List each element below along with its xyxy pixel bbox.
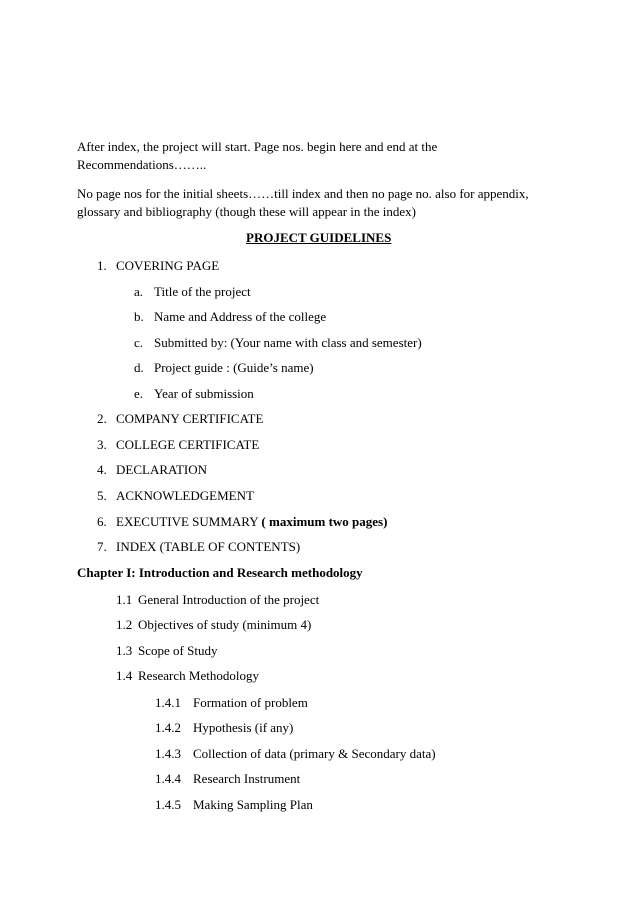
sub-item-letter: e. bbox=[134, 386, 144, 401]
intro-paragraph-2-line-1: No page nos for the initial sheets……till index and then no page no. also for appendix, bbox=[77, 186, 529, 201]
list-item-index: INDEX (TABLE OF CONTENTS) bbox=[116, 539, 301, 554]
list-item-number: 2. bbox=[97, 411, 107, 426]
sub-item-submitted-by: Submitted by: (Your name with class and semester) bbox=[154, 335, 422, 350]
section-objectives: Objectives of study (minimum 4) bbox=[138, 617, 312, 632]
executive-summary-note: ( maximum two pages) bbox=[261, 514, 388, 529]
list-item-covering-page: COVERING PAGE bbox=[116, 258, 220, 273]
list-item-number: 3. bbox=[97, 437, 107, 452]
list-item-number: 4. bbox=[97, 462, 107, 477]
sub-item-college: Name and Address of the college bbox=[154, 309, 327, 324]
subsection-formation-of-problem: Formation of problem bbox=[193, 695, 308, 710]
sub-item-letter: d. bbox=[134, 360, 144, 375]
section-number: 1.3 bbox=[116, 643, 133, 658]
subsection-number: 1.4.3 bbox=[155, 746, 181, 761]
subsection-number: 1.4.5 bbox=[155, 797, 181, 812]
sub-item-year: Year of submission bbox=[154, 386, 254, 401]
section-scope: Scope of Study bbox=[138, 643, 218, 658]
sub-item-letter: b. bbox=[134, 309, 144, 324]
subsection-number: 1.4.4 bbox=[155, 771, 181, 786]
sub-item-letter: a. bbox=[134, 284, 144, 299]
list-item-executive-summary bbox=[116, 513, 387, 530]
subsection-hypothesis: Hypothesis (if any) bbox=[193, 720, 294, 735]
chapter-heading: Chapter I: Introduction and Research methodology bbox=[77, 565, 363, 580]
list-item-acknowledgement: ACKNOWLEDGEMENT bbox=[116, 488, 254, 503]
list-item-college-certificate: COLLEGE CERTIFICATE bbox=[116, 437, 260, 452]
list-item-declaration: DECLARATION bbox=[116, 462, 207, 477]
subsection-number: 1.4.1 bbox=[155, 695, 181, 710]
intro-paragraph-1-line-1: After index, the project will start. Page nos. begin here and end at the bbox=[77, 139, 438, 154]
subsection-research-instrument: Research Instrument bbox=[193, 771, 301, 786]
section-general-introduction: General Introduction of the project bbox=[138, 592, 320, 607]
list-item-number: 5. bbox=[97, 488, 107, 503]
list-item-company-certificate: COMPANY CERTIFICATE bbox=[116, 411, 264, 426]
page-title: PROJECT GUIDELINES bbox=[246, 230, 392, 245]
sub-item-letter: c. bbox=[134, 335, 144, 350]
list-item-number: 6. bbox=[97, 514, 107, 529]
subsection-collection-of-data: Collection of data (primary & Secondary data) bbox=[193, 746, 436, 761]
sub-item-guide: Project guide : (Guide’s name) bbox=[154, 360, 314, 375]
section-number: 1.4 bbox=[116, 668, 133, 683]
subsection-number: 1.4.2 bbox=[155, 720, 181, 735]
section-number: 1.2 bbox=[116, 617, 133, 632]
section-research-methodology: Research Methodology bbox=[138, 668, 259, 683]
executive-summary-label: EXECUTIVE SUMMARY bbox=[116, 514, 262, 529]
subsection-sampling-plan: Making Sampling Plan bbox=[193, 797, 313, 812]
section-number: 1.1 bbox=[116, 592, 133, 607]
intro-paragraph-1-line-2: Recommendations…….. bbox=[77, 157, 207, 172]
sub-item-title: Title of the project bbox=[154, 284, 251, 299]
list-item-number: 7. bbox=[97, 539, 107, 554]
list-item-number: 1. bbox=[97, 258, 107, 273]
intro-paragraph-2-line-2: glossary and bibliography (though these will appear in the index) bbox=[77, 204, 417, 219]
